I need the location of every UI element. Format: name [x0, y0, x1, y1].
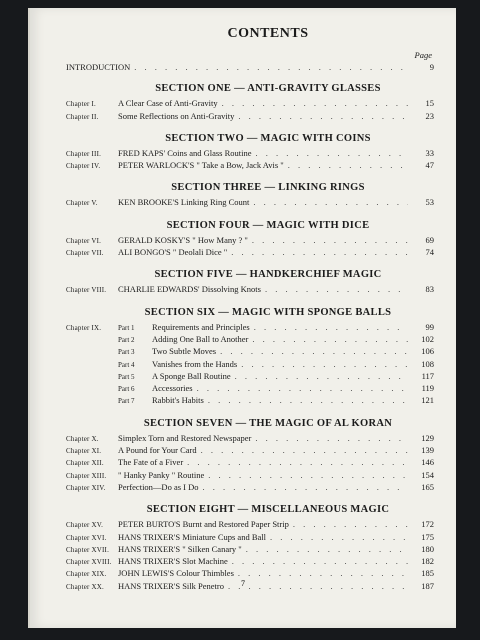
chapter-label: Chapter X.	[66, 434, 99, 443]
toc-entry	[66, 346, 434, 358]
entry-title: HANS TRIXER'S Silk Penetro	[118, 580, 224, 591]
chapter-label: Chapter I.	[66, 100, 96, 109]
section-heading: SECTION SEVEN — THE MAGIC OF AL KORAN	[143, 417, 393, 429]
chapter-label: Chapter XIX.	[66, 570, 107, 579]
part-label: Part 6	[118, 385, 135, 394]
leader-dots	[208, 395, 408, 406]
part-label: Part 7	[118, 397, 135, 406]
leader-dots	[235, 371, 408, 382]
toc-entry	[66, 359, 434, 371]
toc-entry	[66, 111, 434, 123]
leader-dots	[197, 383, 408, 394]
toc-entry	[66, 457, 434, 469]
toc-entry	[66, 556, 434, 568]
entry-page: 121	[421, 395, 434, 406]
section-heading: SECTION TWO — MAGIC WITH COINS	[165, 132, 371, 144]
toc-entry	[66, 383, 434, 395]
toc-entry	[66, 197, 434, 209]
entry-page: 175	[421, 531, 434, 542]
leader-dots	[253, 197, 408, 208]
toc-entry	[66, 371, 434, 383]
toc-entry	[66, 284, 434, 296]
leader-dots	[222, 98, 408, 109]
entry-page: 117	[421, 370, 434, 381]
entry-title: Vanishes from the Hands	[152, 358, 238, 369]
chapter-label: Chapter VII.	[66, 249, 104, 258]
entry-title: Requirements and Principles	[152, 321, 250, 332]
chapter-label: Chapter XIV.	[66, 483, 106, 492]
page-title: CONTENTS	[227, 26, 309, 41]
chapter-label: Chapter V.	[66, 199, 98, 208]
leader-dots	[255, 433, 408, 444]
toc-entry	[66, 482, 434, 494]
leader-dots	[134, 62, 408, 73]
entry-title: HANS TRIXER'S " Silken Canary "	[118, 543, 242, 554]
toc-entry	[66, 235, 434, 247]
toc-entry	[66, 247, 434, 259]
section-heading: SECTION SIX — MAGIC WITH SPONGE BALLS	[144, 306, 392, 318]
entry-page: 119	[421, 383, 434, 394]
section-heading: SECTION ONE — ANTI-GRAVITY GLASSES	[155, 83, 381, 95]
entry-page: 102	[421, 333, 434, 344]
leader-dots	[288, 160, 408, 171]
leader-dots	[293, 519, 408, 530]
entry-title: CHARLIE EDWARDS' Dissolving Knots	[118, 284, 261, 295]
entry-page: 108	[421, 358, 434, 369]
entry-page: 182	[421, 556, 434, 567]
leader-dots	[246, 544, 408, 555]
entry-title: ALI BONGO'S " Deolali Dice "	[118, 247, 228, 258]
entry-title: FRED KAPS' Coins and Glass Routine	[118, 147, 252, 158]
entry-page: 129	[421, 432, 434, 443]
toc-entry	[66, 470, 434, 482]
part-label: Part 3	[118, 348, 135, 357]
entry-page: 146	[421, 457, 434, 468]
entry-title: GERALD KOSKY'S " How Many ? "	[118, 234, 248, 245]
page-number: 7	[241, 579, 245, 588]
entry-title: HANS TRIXER'S Slot Machine	[118, 556, 228, 567]
page-column-header: Page	[414, 50, 432, 60]
entry-title: KEN BROOKE'S Linking Ring Count	[118, 197, 250, 208]
section-heading: SECTION FIVE — HANDKERCHIEF MAGIC	[154, 269, 382, 281]
entry-title: Some Reflections on Anti-Gravity	[118, 110, 235, 121]
entry-page: 83	[425, 284, 434, 295]
leader-dots	[231, 247, 408, 258]
entry-page: 180	[421, 543, 434, 554]
entry-page: 139	[421, 445, 434, 456]
entry-title: PETER BURTO'S Burnt and Restored Paper Strip	[118, 519, 289, 530]
toc-entry	[66, 334, 434, 346]
toc-entry	[66, 519, 434, 531]
toc-entry	[66, 433, 434, 445]
entry-title: A Clear Case of Anti-Gravity	[118, 98, 218, 109]
entry-page: 33	[425, 147, 434, 158]
part-label: Part 2	[118, 335, 135, 344]
leader-dots	[232, 556, 408, 567]
entry-page: 99	[425, 321, 434, 332]
entry-page: 15	[425, 98, 434, 109]
leader-dots	[265, 284, 408, 295]
chapter-label: Chapter XVI.	[66, 533, 107, 542]
chapter-label: Chapter XVIII.	[66, 558, 112, 567]
entry-title: The Fate of a Fiver	[118, 457, 184, 468]
leader-dots	[238, 111, 408, 122]
entry-title: Rabbit's Habits	[152, 395, 204, 406]
entry-page: 187	[421, 580, 434, 591]
entry-title: INTRODUCTION	[66, 62, 131, 72]
entry-title: Perfection—Do as I Do	[118, 481, 199, 492]
toc-entry	[66, 98, 434, 110]
leader-dots	[220, 346, 408, 357]
chapter-label: Chapter XV.	[66, 521, 104, 530]
entry-title: Simplex Torn and Restored Newspaper	[118, 432, 252, 443]
leader-dots	[254, 322, 408, 333]
contents-block	[66, 26, 434, 593]
entry-title: " Hanky Panky " Routine	[118, 469, 205, 480]
section-heading: SECTION FOUR — MAGIC WITH DICE	[166, 219, 370, 231]
entry-title: Adding One Ball to Another	[152, 333, 249, 344]
entry-page: 53	[425, 197, 434, 208]
entry-page: 9	[429, 62, 434, 72]
chapter-label: Chapter VI.	[66, 236, 102, 245]
leader-dots	[252, 334, 408, 345]
toc-entry-introduction	[66, 62, 434, 73]
entry-title: PETER WARLOCK'S " Take a Bow, Jack Avis "	[118, 160, 284, 171]
entry-page: 154	[421, 469, 434, 480]
entry-title: JOHN LEWIS'S Colour Thimbles	[118, 568, 234, 579]
toc-entry	[66, 160, 434, 172]
chapter-label: Chapter III.	[66, 149, 102, 158]
chapter-label: Chapter XVII.	[66, 545, 110, 554]
leader-dots	[241, 359, 408, 370]
leader-dots	[203, 482, 409, 493]
part-label: Part 5	[118, 372, 135, 381]
toc-entry	[66, 445, 434, 457]
chapter-label: Chapter XX.	[66, 582, 104, 591]
leader-dots	[187, 457, 408, 468]
entry-page: 47	[425, 160, 434, 171]
section-heading: SECTION THREE — LINKING RINGS	[171, 182, 365, 194]
entry-title: HANS TRIXER'S Miniature Cups and Ball	[118, 531, 266, 542]
entry-title: A Pound for Your Card	[118, 445, 197, 456]
toc-entry	[66, 148, 434, 160]
leader-dots	[208, 470, 408, 481]
entry-title: Accessories	[152, 383, 193, 394]
toc-entry	[66, 544, 434, 556]
book-page	[28, 8, 456, 628]
entry-page: 69	[425, 234, 434, 245]
chapter-label: Chapter IX.	[66, 323, 102, 332]
entry-page: 185	[421, 568, 434, 579]
section-heading: SECTION EIGHT — MISCELLANEOUS MAGIC	[146, 504, 390, 516]
chapter-label: Chapter XI.	[66, 447, 102, 456]
entry-page: 23	[425, 110, 434, 121]
entry-page: 165	[421, 481, 434, 492]
leader-dots	[270, 532, 408, 543]
entry-page: 74	[425, 247, 434, 258]
leader-dots	[252, 235, 408, 246]
sections-list	[66, 83, 434, 593]
chapter-label: Chapter XII.	[66, 459, 104, 468]
part-label: Part 1	[118, 323, 135, 332]
entry-title: A Sponge Ball Routine	[152, 370, 231, 381]
chapter-label: Chapter IV.	[66, 162, 101, 171]
entry-title: Two Subtle Moves	[152, 346, 217, 357]
toc-entry	[66, 322, 434, 334]
part-label: Part 4	[118, 360, 135, 369]
chapter-label: Chapter XIII.	[66, 471, 107, 480]
leader-dots	[201, 445, 408, 456]
toc-entry	[66, 532, 434, 544]
toc-entry	[66, 395, 434, 407]
chapter-label: Chapter VIII.	[66, 286, 107, 295]
chapter-label: Chapter II.	[66, 112, 99, 121]
entry-page: 106	[421, 346, 434, 357]
entry-page: 172	[421, 519, 434, 530]
leader-dots	[256, 148, 408, 159]
